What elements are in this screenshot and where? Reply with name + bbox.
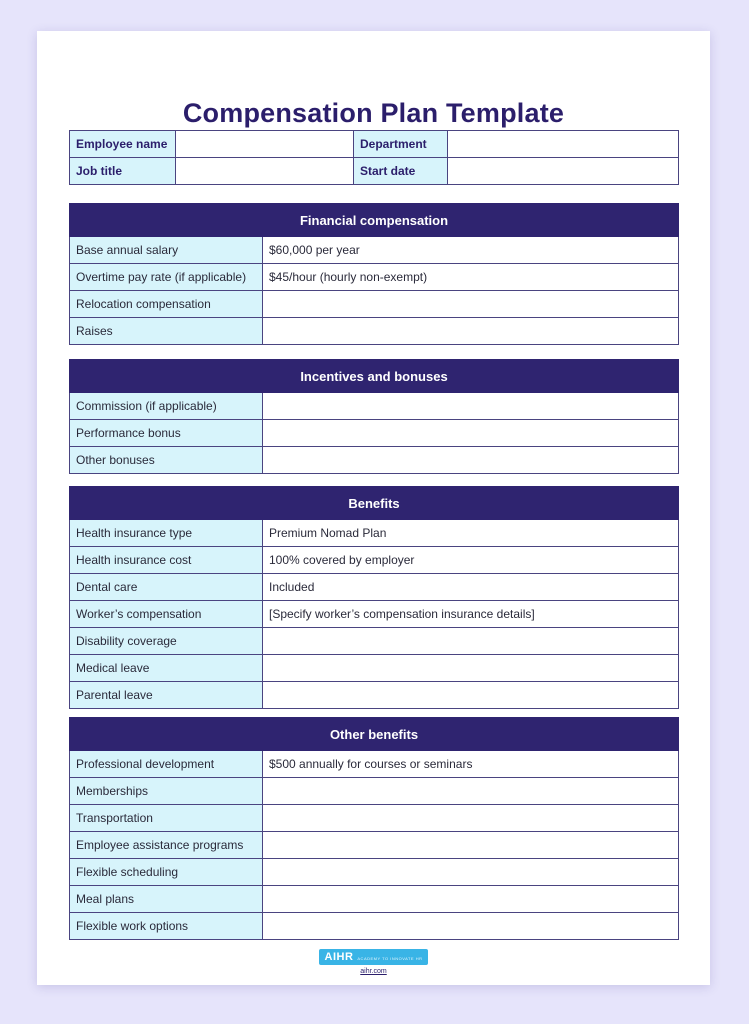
row-label: Employee assistance programs: [70, 832, 263, 859]
department-field[interactable]: [448, 131, 679, 158]
row-value[interactable]: [263, 832, 679, 859]
table-row: [70, 547, 679, 574]
job-title-field[interactable]: [176, 158, 354, 185]
row-label: Professional development: [70, 751, 263, 778]
table-row: [70, 318, 679, 345]
document-page: [37, 31, 710, 985]
table-row: [70, 628, 679, 655]
row-label: Dental care: [70, 574, 263, 601]
table-row: [70, 158, 679, 185]
table-row: [70, 131, 679, 158]
table-row: [70, 291, 679, 318]
row-label: Medical leave: [70, 655, 263, 682]
table-row: [70, 237, 679, 264]
row-label: Health insurance cost: [70, 547, 263, 574]
table-row: [70, 859, 679, 886]
row-label: Base annual salary: [70, 237, 263, 264]
row-value[interactable]: Premium Nomad Plan: [263, 520, 679, 547]
table-row: [70, 574, 679, 601]
row-value[interactable]: $45/hour (hourly non-exempt): [263, 264, 679, 291]
start-date-label: Start date: [354, 158, 448, 185]
row-value[interactable]: Included: [263, 574, 679, 601]
footer: [37, 947, 710, 975]
row-label: Flexible scheduling: [70, 859, 263, 886]
other-benefits-table: [69, 717, 679, 940]
table-row: [70, 655, 679, 682]
row-value[interactable]: [263, 913, 679, 940]
table-row: [70, 264, 679, 291]
benefits-table: [69, 486, 679, 709]
employee-name-field[interactable]: [176, 131, 354, 158]
row-value[interactable]: [263, 393, 679, 420]
table-row: [70, 778, 679, 805]
section-heading: Financial compensation: [70, 204, 679, 237]
row-value[interactable]: [263, 682, 679, 709]
row-value[interactable]: 100% covered by employer: [263, 547, 679, 574]
financial-compensation-table: [69, 203, 679, 345]
section-heading: Benefits: [70, 487, 679, 520]
row-label: Flexible work options: [70, 913, 263, 940]
section-heading: Incentives and bonuses: [70, 360, 679, 393]
table-row: [70, 420, 679, 447]
row-label: Health insurance type: [70, 520, 263, 547]
row-label: Disability coverage: [70, 628, 263, 655]
row-label: Performance bonus: [70, 420, 263, 447]
employee-info-table: [69, 130, 679, 185]
row-value[interactable]: [Specify worker’s compensation insurance details]: [263, 601, 679, 628]
table-row: [70, 913, 679, 940]
table-row: [70, 886, 679, 913]
table-row: [70, 805, 679, 832]
row-label: Worker’s compensation: [70, 601, 263, 628]
row-value[interactable]: [263, 805, 679, 832]
row-label: Raises: [70, 318, 263, 345]
start-date-field[interactable]: [448, 158, 679, 185]
table-row: [70, 832, 679, 859]
row-label: Overtime pay rate (if applicable): [70, 264, 263, 291]
table-row: [70, 751, 679, 778]
table-row: [70, 447, 679, 474]
row-value[interactable]: $60,000 per year: [263, 237, 679, 264]
logo-text: AIHR: [324, 951, 354, 963]
incentives-bonuses-table: [69, 359, 679, 474]
row-value[interactable]: [263, 420, 679, 447]
row-value[interactable]: [263, 859, 679, 886]
site-link[interactable]: aihr.com: [360, 968, 387, 975]
row-value[interactable]: [263, 628, 679, 655]
department-label: Department: [354, 131, 448, 158]
aihr-logo: [319, 949, 429, 965]
section-heading: Other benefits: [70, 718, 679, 751]
row-value[interactable]: [263, 886, 679, 913]
logo-tagline: ACADEMY TO INNOVATE HR: [357, 956, 423, 961]
table-row: [70, 601, 679, 628]
table-row: [70, 520, 679, 547]
row-label: Transportation: [70, 805, 263, 832]
employee-name-label: Employee name: [70, 131, 176, 158]
job-title-label: Job title: [70, 158, 176, 185]
row-value[interactable]: [263, 655, 679, 682]
page-title: Compensation Plan Template: [182, 98, 565, 128]
row-value[interactable]: [263, 318, 679, 345]
table-row: [70, 393, 679, 420]
row-value[interactable]: [263, 778, 679, 805]
row-value[interactable]: [263, 291, 679, 318]
row-label: Relocation compensation: [70, 291, 263, 318]
row-value[interactable]: $500 annually for courses or seminars: [263, 751, 679, 778]
row-label: Commission (if applicable): [70, 393, 263, 420]
table-row: [70, 682, 679, 709]
row-label: Meal plans: [70, 886, 263, 913]
row-value[interactable]: [263, 447, 679, 474]
row-label: Other bonuses: [70, 447, 263, 474]
row-label: Parental leave: [70, 682, 263, 709]
row-label: Memberships: [70, 778, 263, 805]
